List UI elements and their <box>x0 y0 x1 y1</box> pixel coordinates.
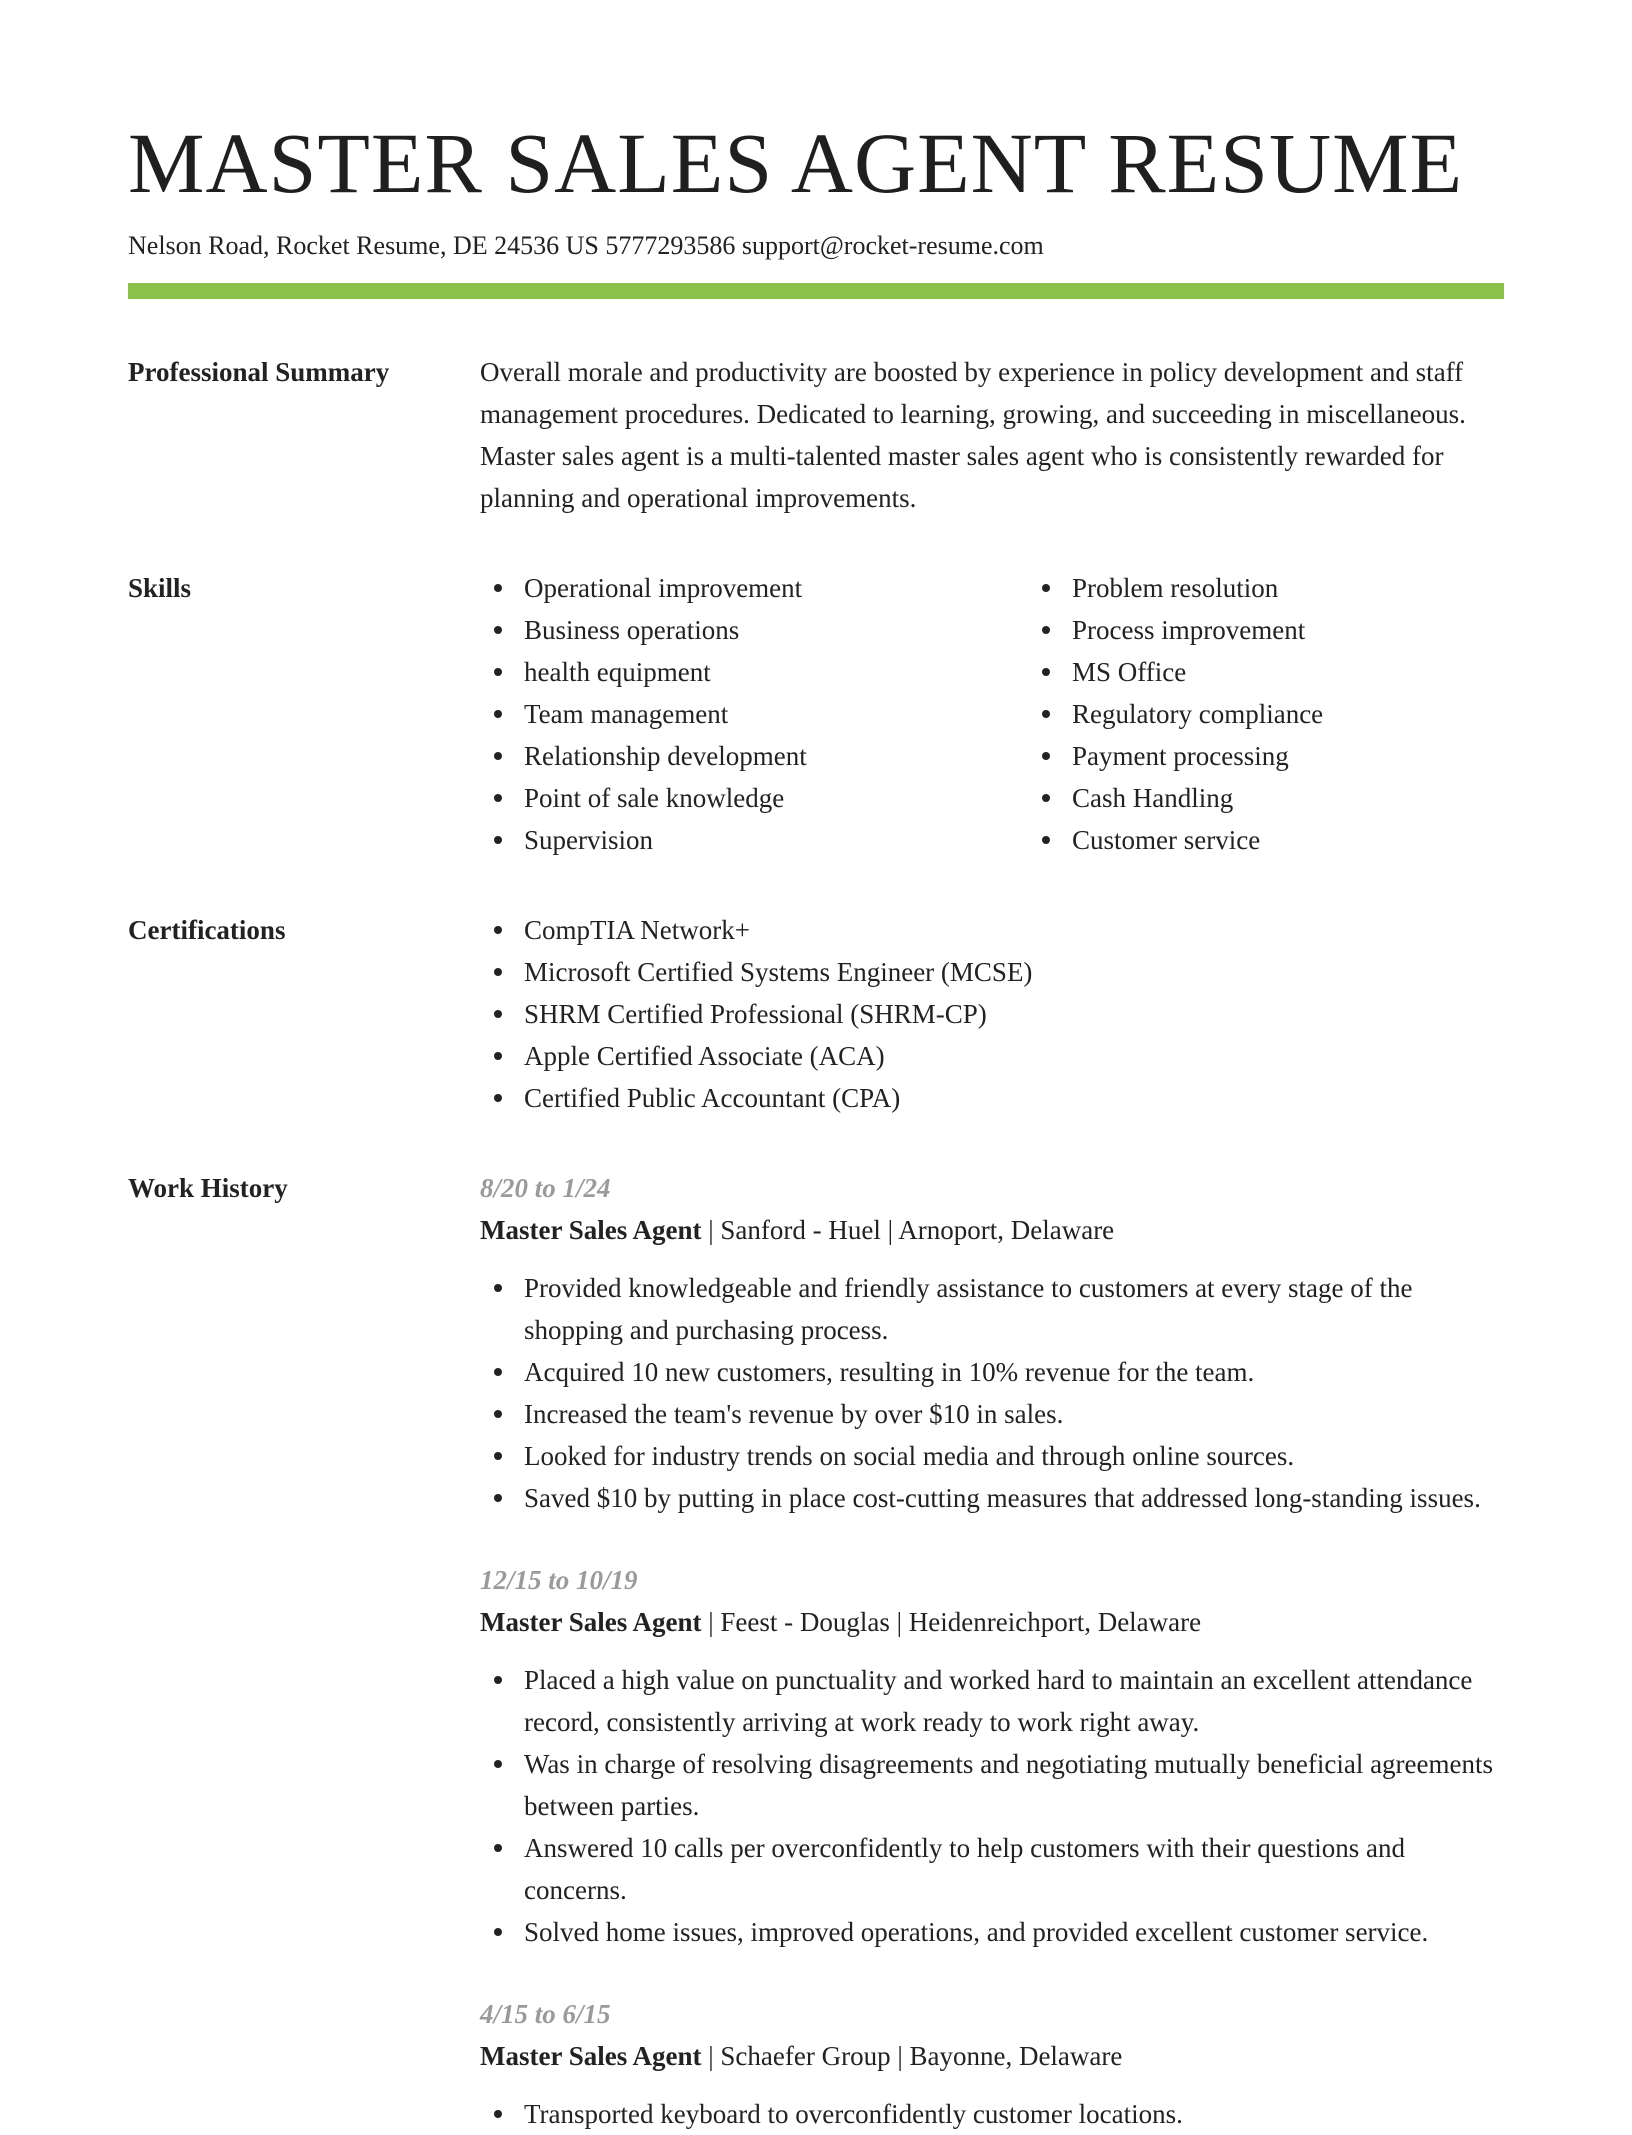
job-title-line <box>480 1209 1504 1251</box>
skill-item: Regulatory compliance <box>1072 693 1576 735</box>
job-title-line <box>480 2035 1504 2077</box>
job-bullet: Answered 10 calls per overconfidently to help customers with their questions and concerns. <box>524 1827 1504 1911</box>
certification-item: Apple Certified Associate (ACA) <box>524 1035 1504 1077</box>
section-skills <box>128 567 1504 861</box>
skill-item: Cash Handling <box>1072 777 1576 819</box>
section-work-history <box>128 1167 1504 2135</box>
resume-page <box>128 115 1504 2135</box>
section-label: Skills <box>128 573 192 604</box>
job-bullet: Increased the team's revenue by over $10 in sales. <box>524 1393 1504 1435</box>
section-label: Professional Summary <box>128 357 390 388</box>
job-title: Master Sales Agent <box>480 2041 702 2072</box>
certifications-list <box>480 909 1504 1119</box>
job-bullets <box>480 1659 1504 1953</box>
skill-item: Point of sale knowledge <box>524 777 1028 819</box>
section-certifications <box>128 909 1504 1119</box>
job-title: Master Sales Agent <box>480 1607 702 1638</box>
job-bullet: Provided knowledgeable and friendly assistance to customers at every stage of the shopping and purchasing process. <box>524 1267 1504 1351</box>
skill-item: Team management <box>524 693 1028 735</box>
contact-line: Nelson Road, Rocket Resume, DE 24536 US 5777293586 support@rocket-resume.com <box>128 231 1044 260</box>
section-label: Certifications <box>128 915 286 946</box>
job-bullet: Solved home issues, improved operations, and provided excellent customer service. <box>524 1911 1504 1953</box>
skill-item: Business operations <box>524 609 1028 651</box>
job-bullet: Was in charge of resolving disagreements and negotiating mutually beneficial agreements between parties. <box>524 1743 1504 1827</box>
job-bullet: Placed a high value on punctuality and worked hard to maintain an excellent attendance record, consistently arriving at work ready to work right away. <box>524 1659 1504 1743</box>
job-bullets <box>480 2093 1504 2135</box>
job-bullets <box>480 1267 1504 1519</box>
job-dates: 4/15 to 6/15 <box>480 1999 611 2030</box>
certification-item: Microsoft Certified Systems Engineer (MCSE) <box>524 951 1504 993</box>
job-entry <box>480 1167 1504 1519</box>
skill-item: Operational improvement <box>524 567 1028 609</box>
certification-item: SHRM Certified Professional (SHRM-CP) <box>524 993 1504 1035</box>
summary-text: Overall morale and productivity are boosted by experience in policy development and staff management procedures. Dedicated to learning, growing, and succeeding in miscellaneous. Master sales agent is a multi-talented master sales agent who is consistently rewarded for planning and operational improvements. <box>480 357 1466 514</box>
job-entry <box>480 1559 1504 1953</box>
job-details: | Sanford - Huel | Arnoport, Delaware <box>701 1215 1115 1246</box>
job-bullet: Acquired 10 new customers, resulting in 10% revenue for the team. <box>524 1351 1504 1393</box>
job-bullet: Saved $10 by putting in place cost-cutting measures that addressed long-standing issues. <box>524 1477 1504 1519</box>
certification-item: CompTIA Network+ <box>524 909 1504 951</box>
job-title: Master Sales Agent <box>480 1215 702 1246</box>
skill-item: health equipment <box>524 651 1028 693</box>
skills-grid <box>480 567 1576 861</box>
section-professional-summary <box>128 351 1504 519</box>
resume-title: MASTER SALES AGENT RESUME <box>128 115 1464 211</box>
job-entry <box>480 1993 1504 2135</box>
section-body <box>480 1167 1504 2135</box>
skill-item: Process improvement <box>1072 609 1576 651</box>
skill-item: MS Office <box>1072 651 1576 693</box>
section-body <box>480 351 1504 519</box>
skill-item: Problem resolution <box>1072 567 1576 609</box>
skill-item: Customer service <box>1072 819 1576 861</box>
job-details: | Schaefer Group | Bayonne, Delaware <box>701 2041 1123 2072</box>
job-bullet: Looked for industry trends on social media and through online sources. <box>524 1435 1504 1477</box>
job-dates: 12/15 to 10/19 <box>480 1565 638 1596</box>
section-body <box>480 909 1504 1119</box>
section-label: Work History <box>128 1173 288 1204</box>
skills-column-1 <box>480 567 1028 861</box>
skill-item: Relationship development <box>524 735 1028 777</box>
job-details: | Feest - Douglas | Heidenreichport, Delaware <box>701 1607 1202 1638</box>
job-title-line <box>480 1601 1504 1643</box>
skill-item: Supervision <box>524 819 1028 861</box>
certification-item: Certified Public Accountant (CPA) <box>524 1077 1504 1119</box>
skill-item: Payment processing <box>1072 735 1576 777</box>
job-bullet: Transported keyboard to overconfidently customer locations. <box>524 2093 1504 2135</box>
skills-column-2 <box>1028 567 1576 861</box>
job-dates: 8/20 to 1/24 <box>480 1173 611 1204</box>
accent-divider <box>128 283 1504 299</box>
